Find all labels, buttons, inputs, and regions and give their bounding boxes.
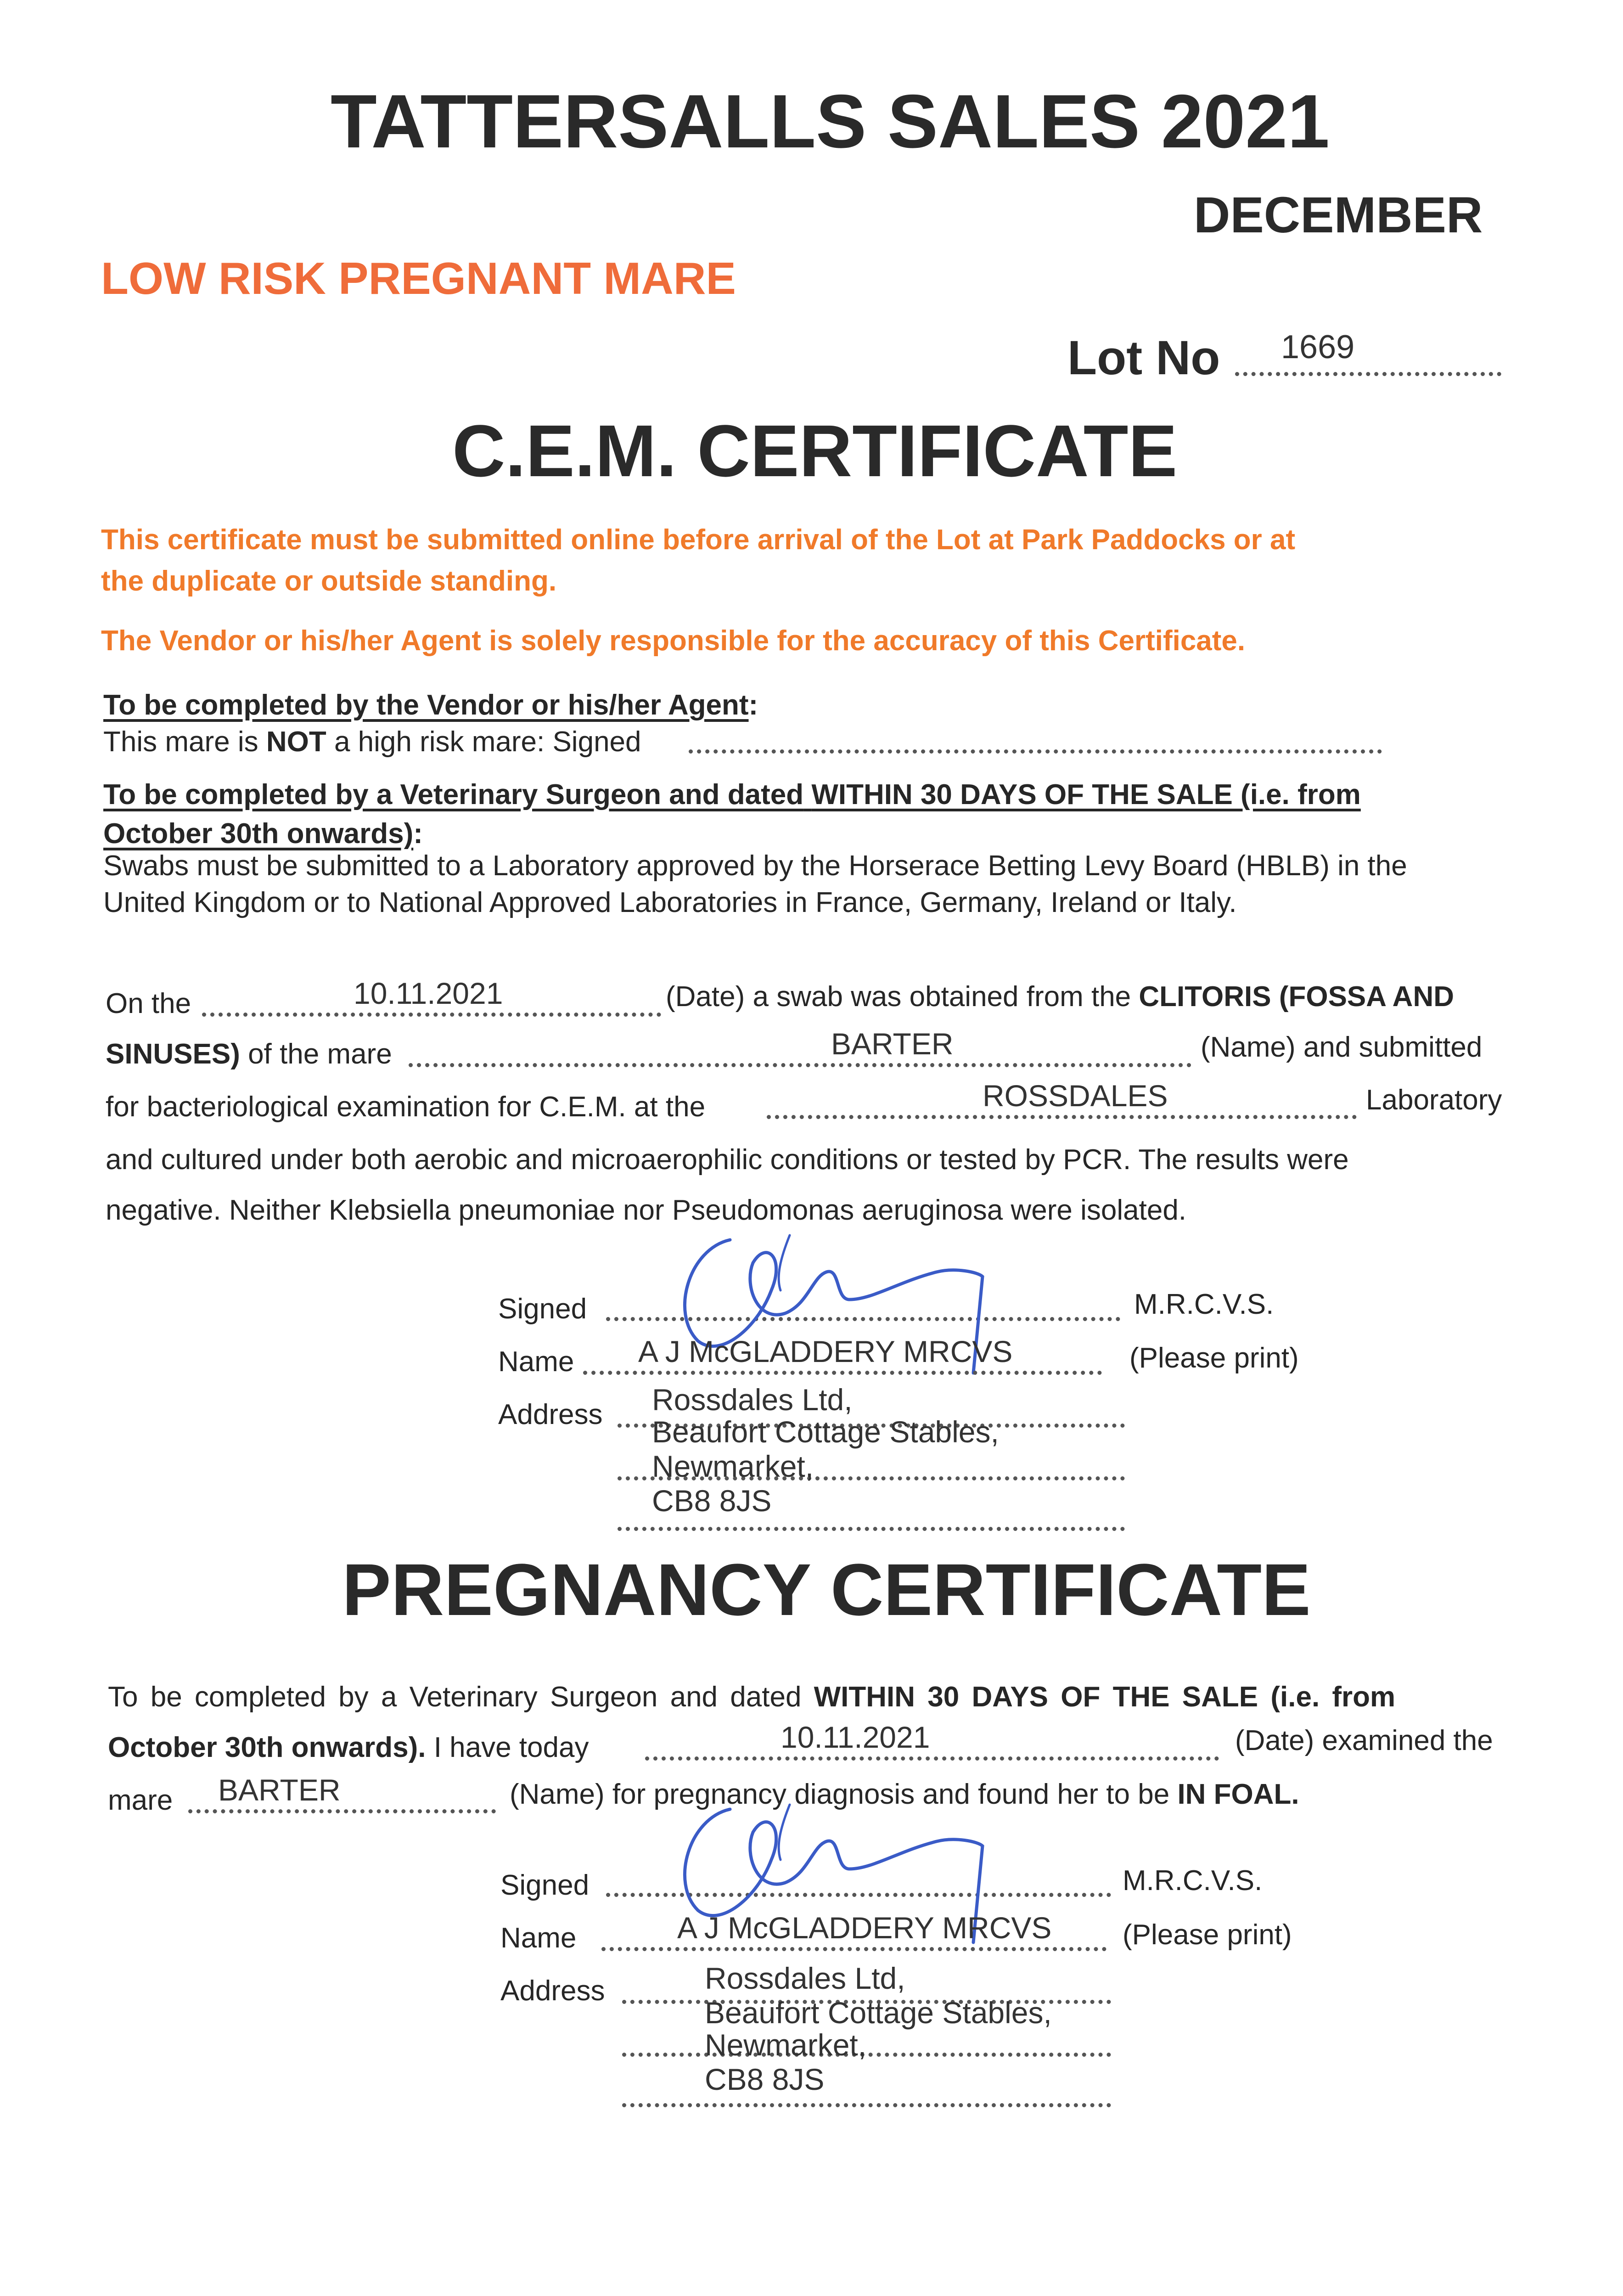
negative-text: negative. Neither Klebsiella pneumoniae nor Pseudomonas aeruginosa were isolated. <box>106 1194 1187 1226</box>
cem-signed-label: Signed <box>498 1293 587 1325</box>
swab-requirement-line2: United Kingdom or to National Approved Laboratories in France, Germany, Ireland or Italy. <box>103 887 1237 918</box>
vet-heading-line2: October 30th onwards): <box>103 818 423 850</box>
vendor-statement: This mare is NOT a high risk mare: Signed <box>103 726 641 758</box>
cem-name-label: Name <box>498 1346 574 1378</box>
cem-date-value: 10.11.2021 <box>354 976 503 1010</box>
cem-address-3: Newmarket, <box>652 1449 814 1483</box>
cem-date-suffix: (Date) a swab was obtained from the CLITORIS (FOSSA AND <box>666 981 1455 1013</box>
responsibility-notice: The Vendor or his/her Agent is solely responsible for the accuracy of this Certificate. <box>101 625 1246 657</box>
cem-mare-line <box>409 1063 1191 1067</box>
preg-name-label: Name <box>500 1922 577 1954</box>
cem-mare-name: BARTER <box>831 1027 954 1061</box>
pregnancy-mare-prefix: mare <box>108 1784 173 1816</box>
submission-notice-line1: This certificate must be submitted online before arrival of the Lot at Park Paddocks or at <box>101 524 1296 556</box>
cem-mrcvs-label: M.R.C.V.S. <box>1134 1289 1274 1320</box>
pregnancy-line1: To be completed by a Veterinary Surgeon and dated WITHIN 30 DAYS OF THE SALE (i.e. from <box>108 1681 1396 1713</box>
cem-address-line3 <box>618 1527 1125 1531</box>
submission-notice-line2: the duplicate or outside standing. <box>101 565 557 597</box>
sale-month: DECEMBER <box>1194 187 1483 243</box>
bacteriological-text: for bacteriological examination for C.E.M. at the <box>106 1091 706 1123</box>
lot-number: 1669 <box>1281 329 1355 366</box>
cem-lab-name: ROSSDALES <box>983 1079 1168 1113</box>
pregnancy-date-line <box>645 1756 1219 1761</box>
preg-address-line3 <box>622 2103 1111 2107</box>
preg-address-1: Rossdales Ltd, <box>705 1961 905 1995</box>
swab-requirement-line1: Swabs must be submitted to a Laboratory approved by the Horserace Betting Levy Board (HBLB) in the <box>103 850 1407 882</box>
cem-address-label: Address <box>498 1399 603 1430</box>
preg-name-line <box>601 1947 1106 1951</box>
risk-label: LOW RISK PREGNANT MARE <box>101 253 736 304</box>
pregnancy-line2: October 30th onwards). I have today <box>108 1732 589 1763</box>
on-the-label: On the <box>106 988 191 1019</box>
vendor-signature-line[interactable] <box>689 749 1382 754</box>
cem-date-line <box>202 1013 661 1017</box>
vet-heading-line1: To be completed by a Veterinary Surgeon and dated WITHIN 30 DAYS OF THE SALE (i.e. from <box>103 779 1361 810</box>
cem-please-print: (Please print) <box>1129 1342 1299 1374</box>
pregnancy-date-value: 10.11.2021 <box>781 1720 930 1754</box>
preg-please-print: (Please print) <box>1123 1919 1292 1951</box>
cem-lab-line <box>767 1115 1357 1119</box>
cem-vet-name: A J McGLADDERY MRCVS <box>638 1334 1013 1368</box>
preg-address-label: Address <box>500 1975 605 2007</box>
preg-address-3: Newmarket, <box>705 2028 867 2062</box>
sinuses-line: SINUSES) of the mare <box>106 1038 392 1070</box>
laboratory-label: Laboratory <box>1366 1084 1502 1116</box>
preg-mrcvs-label: M.R.C.V.S. <box>1123 1865 1263 1896</box>
preg-address-line2 <box>622 2053 1111 2057</box>
vendor-heading: To be completed by the Vendor or his/her Agent: <box>103 689 758 721</box>
cem-address-2: Beaufort Cottage Stables, <box>652 1415 999 1449</box>
document-title: TATTERSALLS SALES 2021 <box>331 79 1330 163</box>
pregnancy-date-suffix: (Date) examined the <box>1235 1725 1493 1756</box>
preg-address-2: Beaufort Cottage Stables, <box>705 1996 1052 2030</box>
cem-name-line <box>583 1371 1102 1375</box>
lot-label: Lot No <box>1067 331 1220 385</box>
preg-vet-name: A J McGLADDERY MRCVS <box>677 1911 1052 1945</box>
cultured-text: and cultured under both aerobic and microaerophilic conditions or tested by PCR. The results were <box>106 1144 1349 1176</box>
pregnancy-mare-name: BARTER <box>218 1773 341 1807</box>
pregnancy-line3: (Name) for pregnancy diagnosis and found her to be IN FOAL. <box>510 1778 1299 1810</box>
cem-address-1: Rossdales Ltd, <box>652 1383 853 1417</box>
name-submitted: (Name) and submitted <box>1201 1031 1483 1063</box>
pregnancy-mare-line <box>188 1809 496 1813</box>
pregnancy-heading: PREGNANCY CERTIFICATE <box>342 1548 1311 1631</box>
cem-address-4: CB8 8JS <box>652 1484 772 1518</box>
lot-dotted-line <box>1235 372 1501 376</box>
preg-address-4: CB8 8JS <box>705 2062 825 2096</box>
cem-heading: C.E.M. CERTIFICATE <box>452 410 1178 492</box>
preg-signed-label: Signed <box>500 1869 590 1901</box>
